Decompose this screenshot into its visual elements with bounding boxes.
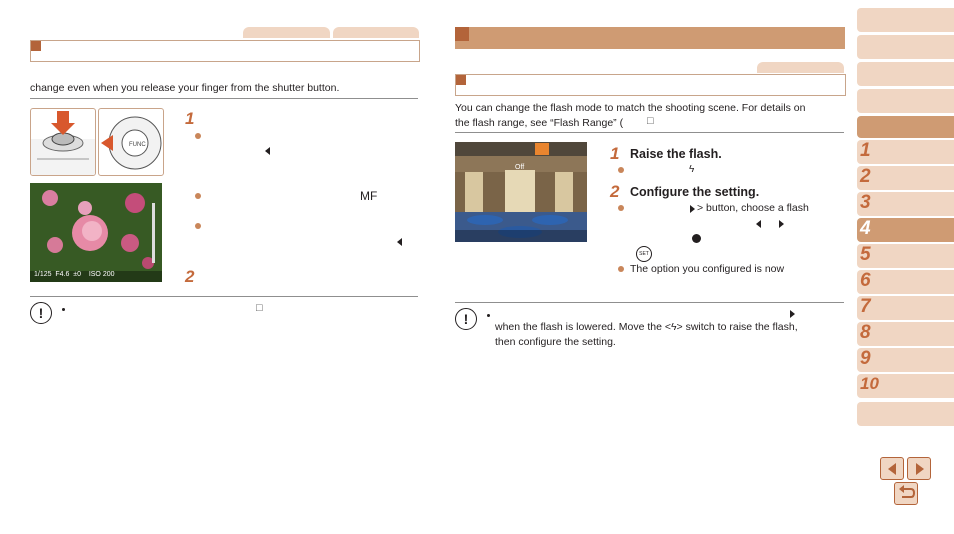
sidebar-item-4[interactable] (857, 218, 954, 242)
caution-icon: ! (455, 308, 477, 330)
right-step-1-number: 1 (610, 144, 620, 163)
sidebar-tab-basic[interactable] (857, 62, 954, 86)
photo-readout: 1/125 F4.6 ±0 ISO 200 (34, 271, 115, 278)
sidebar-label-5: 5 (860, 244, 871, 265)
left-step-1-number: 1 (185, 109, 195, 128)
sidebar-tab-cover[interactable] (857, 8, 954, 32)
shutter-illustration (30, 108, 96, 176)
caution-line-2a: when the flash is lowered. Move the < (495, 321, 671, 333)
sidebar-label-4: 4 (860, 218, 871, 239)
left-arrow-icon (265, 147, 270, 155)
sidebar-item-7[interactable] (857, 296, 954, 320)
sidebar-label-9: 9 (860, 348, 871, 369)
sidebar-item-3[interactable] (857, 192, 954, 216)
caution-bullet (487, 314, 490, 317)
step-2-line-1: > button, choose a flash (697, 202, 809, 214)
caution-icon: ! (30, 302, 52, 324)
return-icon (895, 483, 917, 504)
body-text: change even when you release your finger from the shutter button. (30, 82, 340, 94)
sidebar-tab-contents[interactable] (857, 35, 954, 59)
func-set-icon: SET (636, 246, 652, 262)
intro-line-1: You can change the flash mode to match the shooting scene. For details on (455, 102, 806, 114)
caution-rule (30, 296, 418, 297)
return-button[interactable] (894, 482, 918, 505)
next-page-icon (916, 463, 924, 475)
right-arrow-icon (779, 220, 784, 228)
step-2-bullet-2: The option you configured is now (630, 263, 785, 275)
book-ref-icon[interactable]: □ (256, 302, 263, 314)
right-step-2-number: 2 (610, 182, 620, 201)
restaurant-photo-drawing (455, 142, 587, 242)
sidebar-label-1: 1 (860, 140, 871, 161)
sidebar-item-2[interactable] (857, 166, 954, 190)
sidebar-item-9[interactable] (857, 348, 954, 372)
chapter-header-bar (455, 27, 845, 49)
subsection-tab (757, 62, 844, 73)
subsection-marker (456, 75, 466, 85)
chapter-header-marker (455, 27, 469, 41)
bullet (618, 167, 624, 173)
dial-illustration (98, 108, 164, 176)
bullet (195, 223, 201, 229)
mf-label: MF (360, 189, 378, 203)
flash-off-label: Off (515, 164, 525, 171)
sidebar-label-2: 2 (860, 166, 871, 187)
caution-line-2b: > switch to raise the flash, (676, 321, 798, 333)
right-caution-rule (455, 302, 844, 303)
right-step-1-title: Raise the flash. (630, 147, 722, 161)
flash-mode-screen (455, 142, 587, 242)
left-step-2-number: 2 (185, 267, 195, 286)
dial-drawing (99, 109, 163, 175)
intro-line-2: the flash range, see “Flash Range” ( (455, 117, 624, 129)
sidebar-label-7: 7 (860, 296, 871, 317)
right-arrow-icon (690, 205, 695, 213)
sidebar-tab-index[interactable] (857, 402, 954, 426)
bullet (195, 193, 201, 199)
header-tab-2 (333, 27, 419, 38)
sidebar-tab-section[interactable] (857, 116, 954, 138)
right-step-2-title: Configure the setting. (630, 185, 760, 199)
sidebar-label-6: 6 (860, 270, 871, 291)
section-marker (31, 41, 41, 51)
left-arrow-icon (397, 238, 402, 246)
book-ref-icon[interactable]: □ (647, 115, 654, 127)
svg-text:FUNC: FUNC (129, 142, 146, 148)
sidebar-item-5[interactable] (857, 244, 954, 268)
prev-page-icon (888, 463, 896, 475)
bullet (618, 205, 624, 211)
sidebar-label-3: 3 (860, 192, 871, 213)
sidebar-item-6[interactable] (857, 270, 954, 294)
bullet (618, 266, 624, 272)
prev-page-button[interactable] (880, 457, 904, 480)
section-rule (30, 98, 418, 99)
section-header-box (30, 40, 420, 62)
bullet (195, 133, 201, 139)
subsection-header-box (455, 74, 846, 96)
sidebar-item-1[interactable] (857, 140, 954, 164)
dial-icon (692, 234, 701, 243)
sidebar-tab-advanced[interactable] (857, 89, 954, 113)
flash-icon: ϟ (670, 321, 677, 333)
sidebar-label-8: 8 (860, 322, 871, 343)
rose-photo (30, 183, 162, 282)
intro-rule (455, 132, 844, 133)
caution-line-2 (495, 320, 798, 335)
header-tab-1 (243, 27, 330, 38)
rose-photo-drawing (30, 183, 162, 282)
caution-bullet (62, 308, 65, 311)
shutter-drawing (31, 109, 95, 175)
right-arrow-icon (790, 310, 795, 318)
caution-line-3: then configure the setting. (495, 336, 616, 348)
left-arrow-icon (756, 220, 761, 228)
sidebar-label-10: 10 (860, 374, 879, 393)
flash-icon: ϟ (689, 164, 695, 175)
sidebar-item-8[interactable] (857, 322, 954, 346)
next-page-button[interactable] (907, 457, 931, 480)
